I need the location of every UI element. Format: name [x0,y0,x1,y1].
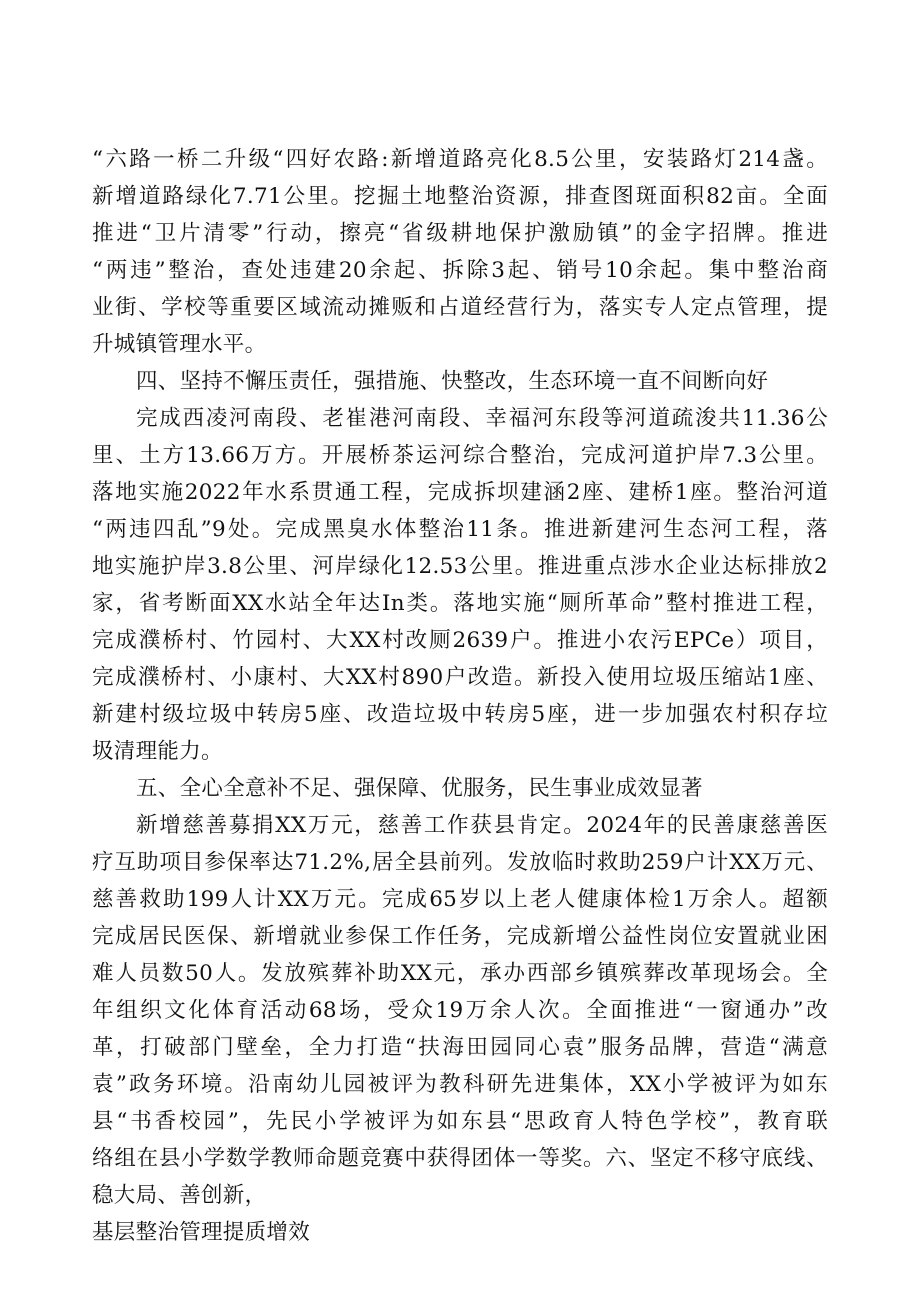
text-line: 袁”政务环境。沿南幼儿园被评为教科研先进集体，XX小学被评为如东 [92,1072,828,1097]
text-line: 里、土方13.66万方。开展桥茶运河综合整治，完成河道护岸7.3公里。 [92,443,828,468]
text-line: 落地实施2022年水系贯通工程，完成拆坝建涵2座、建桥1座。整治河道 [92,480,828,505]
text-line: 年组织文化体育活动68场，受众19万余人次。全面推进“一窗通办”改 [92,998,828,1023]
text-line: 升城镇管理水平。 [92,332,267,357]
text-line: 地实施护岸3.8公里、河岸绿化12.53公里。推进重点涉水企业达标排放2 [92,554,828,579]
text-line: 推进“卫片清零”行动，擦亮“省级耕地保护激励镇”的金字招牌。推进 [92,221,828,246]
text-line: 完成濮桥村、竹园村、大XX村改厕2639户。推进小农污EPCe）项目， [92,628,828,653]
text-line: 络组在县小学数学教师命题竞赛中获得团体一等奖。六、坚定不移守底线、 [92,1146,828,1171]
section-heading: 五、全心全意补不足、强保障、优服务，民生事业成效显著 [136,776,703,801]
paragraph-first-line: 新增慈善募捐XX万元，慈善工作获县肯定。2024年的民善康慈善医 [136,813,828,838]
text-line: “六路一桥二升级“四好农路:新增道路亮化8.5公里，安装路灯214盏。 [92,147,828,172]
text-line: 疗互助项目参保率达71.2%,居全县前列。发放临时救助259户计XX万元、 [92,850,828,875]
text-line: 革，打破部门壁垒，全力打造“扶海田园同心袁”服务品牌，营造“满意 [92,1035,828,1060]
text-line: 业街、学校等重要区域流动摊贩和占道经营行为，落实专人定点管理，提 [92,295,828,320]
text-line: “两违”整治，查处违建20余起、拆除3起、销号10余起。集中整治商 [92,258,828,283]
text-line: 家，省考断面XX水站全年达In类。落地实施“厕所革命”整村推进工程， [92,591,828,616]
text-line: 新建村级垃圾中转房5座、改造垃圾中转房5座，进一步加强农村积存垃 [92,702,828,727]
text-line: 县“书香校园”，先民小学被评为如东县“思政育人特色学校”，教育联 [92,1109,828,1134]
text-line: 慈善救助199人计XX万元。完成65岁以上老人健康体检1万余人。超额 [92,887,828,912]
text-line: 新增道路绿化7.71公里。挖掘土地整治资源，排查图斑面积82亩。全面 [92,184,828,209]
text-line: 基层整治管理提质增效 [92,1220,311,1245]
paragraph-first-line: 完成西凌河南段、老崔港河南段、幸福河东段等河道疏浚共11.36公 [136,406,828,431]
text-line: 完成濮桥村、小康村、大XX村890户改造。新投入使用垃圾压缩站1座、 [92,665,828,690]
text-line: 完成居民医保、新增就业参保工作任务，完成新增公益性岗位安置就业困 [92,924,828,949]
section-heading: 四、坚持不懈压责任，强措施、快整改，生态环境一直不间断向好 [136,369,769,394]
text-line: 难人员数50人。发放殡葬补助XX元，承办西部乡镇殡葬改革现场会。全 [92,961,828,986]
text-line: 圾清理能力。 [92,739,223,764]
text-line: 稳大局、善创新， [92,1183,267,1208]
text-line: “两违四乱”9处。完成黑臭水体整治11条。推进新建河生态河工程，落 [92,517,828,542]
